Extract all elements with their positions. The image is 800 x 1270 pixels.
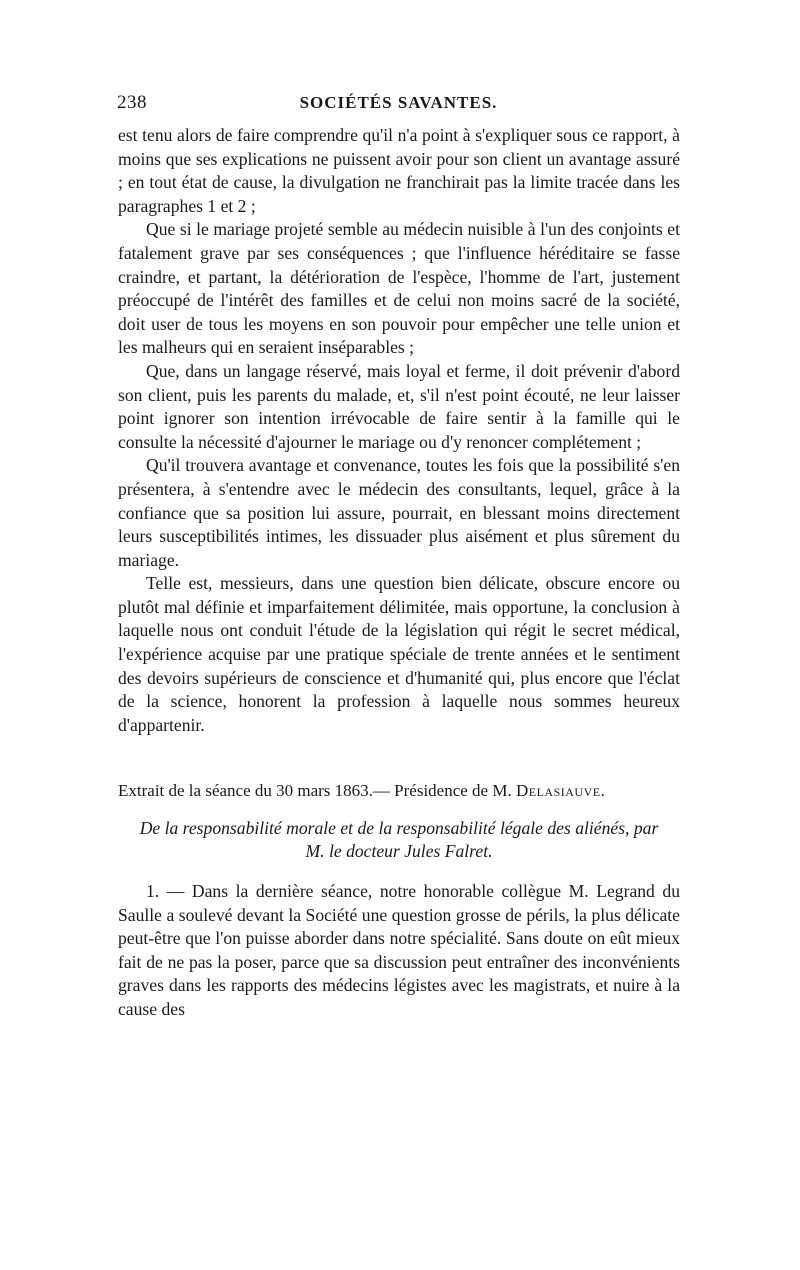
- article-title: De la responsabilité morale et de la responsabilité légale des aliénés, par M. le docteur Jules Falret.: [139, 818, 659, 862]
- paragraph-5: Telle est, messieurs, dans une question bien délicate, obscure encore ou plutôt mal définie et imparfaitement délimitée, mais opportune, la conclusion à laquelle nous ont conduit l'étude de la législation qui régit le secret médical, l'expérience acquise par une pratique spéciale de trente années et le sentiment des devoirs supérieurs de conscience et d'humanité qui, plus encore que l'éclat de la science, honorent la profession à laquelle nous sommes heureux d'appartenir.: [118, 573, 680, 735]
- extract-text: Extrait de la séance du 30 mars 1863.— Présidence de M.: [118, 781, 512, 801]
- president-name: Delasiauve.: [515, 781, 606, 801]
- session-extract: [118, 779, 680, 803]
- paragraph-4: Qu'il trouvera avantage et convenance, toutes les fois que la possibilité s'en présentera, à s'entendre avec le médecin des consultants, lequel, grâce à la confiance que sa position lui assure, pourrait, en blessant moins directement leurs susceptibilités intimes, les dissuader plus aisément et plus sûrement du mariage.: [118, 455, 680, 570]
- running-title: SOCIÉTÉS SAVANTES.: [299, 93, 498, 112]
- page-body: [118, 124, 680, 1022]
- page-number: 238: [117, 92, 147, 113]
- paragraph-3: Que, dans un langage réservé, mais loyal et ferme, il doit prévenir d'abord son client, puis les parents du malade, et, s'il n'est point écouté, ne leur laisser point ignorer son intention irrévocable de faire sentir à la famille qui le consulte la nécessité d'ajourner le mariage ou d'y renoncer complétement ;: [118, 360, 680, 452]
- paragraph-1: est tenu alors de faire comprendre qu'il n'a point à s'expliquer sous ce rapport, à moins que ses explications ne puissent avoir pour son client un avantage assuré ; en tout état de cause, la divulgation ne franchirait pas la limite tracée dans les paragraphes 1 et 2 ;: [118, 125, 680, 216]
- page-header: [117, 92, 680, 122]
- paragraph-2: Que si le mariage projeté semble au médecin nuisible à l'un des conjoints et fatalement grave par ses conséquences ; que l'influence héréditaire se fasse craindre, et partant, la détérioration de l'espèce, l'homme de l'art, justement préoccupé de l'intérêt des familles et de celui non moins sacré de la société, doit user de tous les moyens en son pouvoir pour empêcher une telle union et les malheurs qui en seraient inséparables ;: [118, 219, 680, 358]
- section-1-paragraph: 1. — Dans la dernière séance, notre honorable collègue M. Legrand du Saulle a soulevé devant la Société une question grosse de périls, la plus délicate peut-être que l'on puisse aborder dans notre spécialité. Sans doute on eût mieux fait de ne pas la poser, parce que sa discussion peut entraîner des inconvénients graves dans les rapports des médecins légistes avec les magistrats, et nuire à la cause des: [118, 881, 680, 1019]
